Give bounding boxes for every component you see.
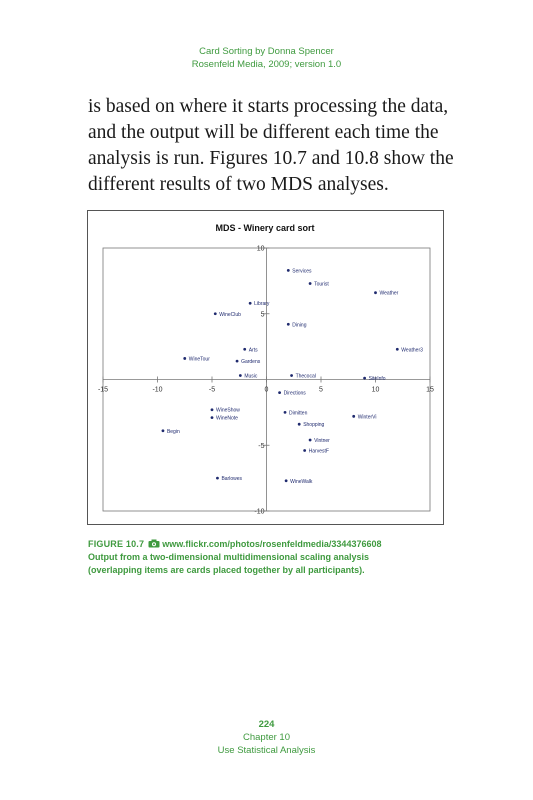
data-point-label: Services [292, 268, 312, 275]
data-point [162, 429, 165, 432]
x-tick-label: -5 [208, 386, 216, 394]
figure-label: FIGURE 10.7 [88, 539, 145, 549]
data-point-label: WinterVi [357, 414, 377, 421]
data-point [211, 408, 214, 411]
data-point-label: Directions [283, 390, 306, 397]
data-point-label: Dining [292, 322, 307, 329]
x-tick-label: -15 [97, 386, 109, 394]
x-tick-label: 0 [264, 386, 269, 394]
points-layer [162, 268, 424, 484]
data-point [216, 477, 219, 480]
data-point-label: Shopping [303, 422, 325, 429]
data-point-label: Vintner [314, 437, 330, 444]
figure-frame [87, 210, 444, 525]
data-point-label: Tourist [314, 281, 329, 288]
data-point-label: Dimitten [289, 410, 308, 417]
y-tick-label: -10 [254, 508, 265, 516]
chapter-title: Use Statistical Analysis [217, 745, 316, 756]
data-point [249, 302, 252, 305]
data-point-label: WineNote [216, 415, 238, 422]
data-point-label: Begin [166, 428, 180, 435]
data-point [363, 377, 366, 380]
data-point [243, 348, 246, 351]
body-paragraph [88, 94, 458, 198]
flickr-camera-icon [148, 539, 160, 548]
data-point [309, 439, 312, 442]
body-line: is based on where it starts processing the data, [88, 96, 449, 117]
x-tick-label: 5 [319, 386, 323, 394]
y-tick-label: 10 [256, 245, 265, 253]
data-point [214, 312, 217, 315]
data-point-label: WineWalk [290, 478, 313, 485]
page-number: 224 [258, 719, 275, 730]
x-tick-label: 10 [371, 386, 380, 394]
data-point [278, 391, 281, 394]
data-point [290, 374, 293, 377]
running-header-title: Card Sorting by Donna Spencer [199, 46, 334, 57]
data-point [303, 449, 306, 452]
data-point [298, 423, 301, 426]
mds-scatter-chart [88, 211, 443, 524]
data-point [239, 374, 242, 377]
data-point [284, 411, 287, 414]
body-line: different results of two MDS analyses. [88, 174, 389, 195]
data-point-label: WineTour [188, 356, 210, 363]
y-tick-label: 5 [260, 311, 265, 319]
data-point-label: Gardens [241, 359, 261, 366]
body-line: analysis is run. Figures 10.7 and 10.8 show the [88, 148, 454, 169]
chart-title: MDS - Winery card sort [215, 223, 315, 233]
data-point-label: Arts [248, 347, 258, 354]
data-point [236, 360, 239, 363]
data-point-label: Library [254, 301, 270, 308]
data-point-label: SiteInfo [368, 376, 386, 383]
x-tick-label: 15 [426, 386, 434, 394]
data-point-label: Music [244, 373, 258, 380]
caption-line-2: Output from a two-dimensional multidimensional scaling analysis [88, 552, 370, 562]
data-point-label: Thecocal [295, 373, 316, 380]
data-point [374, 291, 377, 294]
data-point-label: HarvestF [308, 448, 329, 455]
data-point-label: WineShow [216, 407, 240, 414]
data-point-label: Weather [379, 290, 399, 297]
chapter-label: Chapter 10 [242, 732, 290, 743]
data-point [285, 479, 288, 482]
data-point [352, 415, 355, 418]
flickr-url-link[interactable]: www.flickr.com/photos/rosenfeldmedia/3344376608 [162, 539, 382, 549]
data-point [211, 416, 214, 419]
figure-caption [88, 538, 468, 577]
data-point [287, 269, 290, 272]
data-point [287, 323, 290, 326]
y-tick-label: -5 [258, 442, 265, 450]
caption-line-1 [88, 538, 468, 551]
data-point [183, 357, 186, 360]
data-point [309, 282, 312, 285]
x-tick-label: -10 [152, 386, 163, 394]
body-line: and the output will be different each time the [88, 122, 439, 143]
caption-line-3: (overlapping items are cards placed together by all participants). [88, 565, 365, 575]
data-point [396, 348, 399, 351]
data-point-label: WineClub [219, 311, 241, 318]
data-point-label: Barlowes [221, 476, 243, 483]
data-point-label: Weather3 [401, 347, 423, 354]
running-header-publisher: Rosenfeld Media, 2009; version 1.0 [191, 59, 342, 70]
